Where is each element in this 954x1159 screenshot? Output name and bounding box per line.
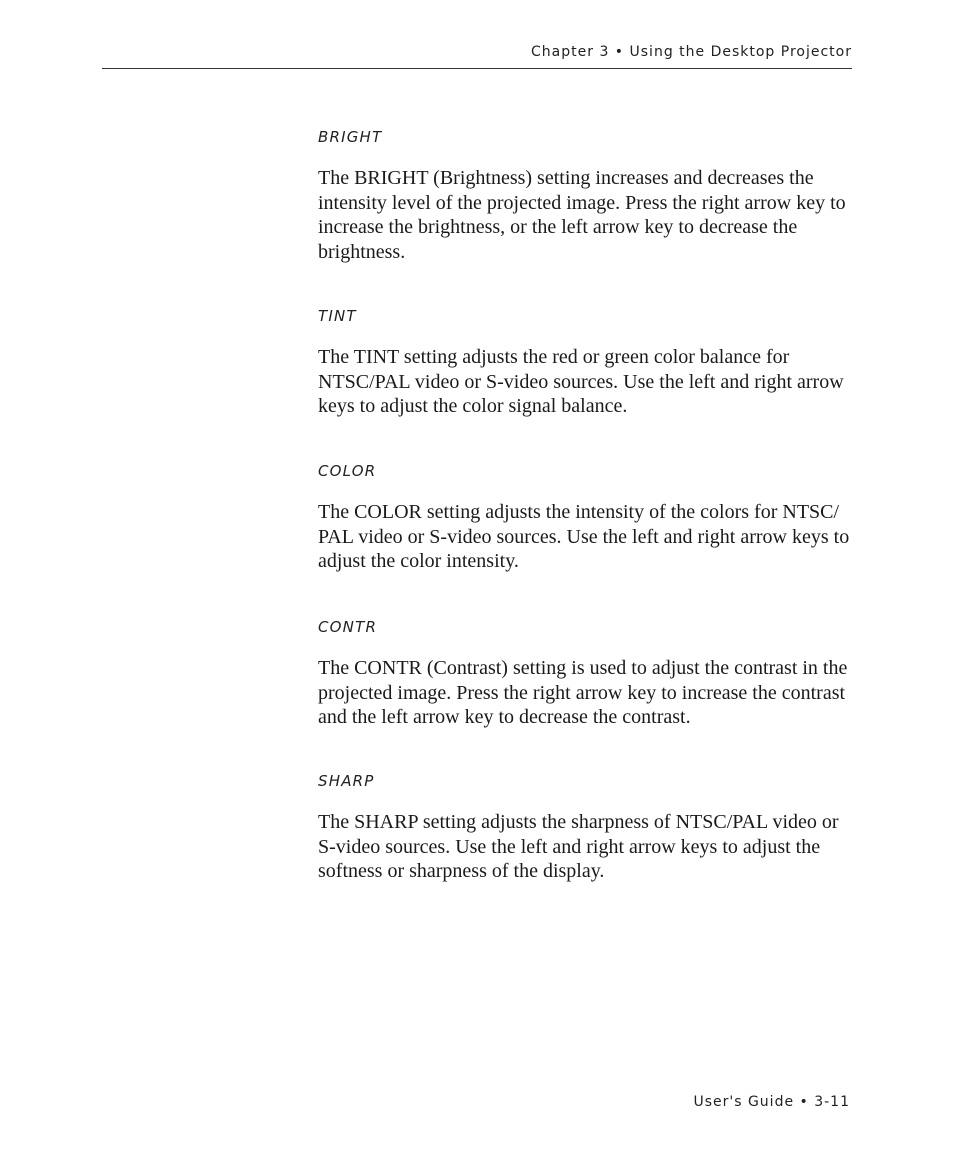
- section-heading: SHARP: [318, 772, 375, 790]
- section-tint: [318, 307, 858, 419]
- section-body: The SHARP setting adjusts the sharpness of NTSC/PAL video or S-video sources. Use the left and right arrow keys to adjust the softness or sharpness of the display.: [318, 811, 839, 883]
- header-rule: [102, 68, 852, 69]
- section-sharp: [318, 772, 858, 884]
- section-body: The TINT setting adjusts the red or green color balance for NTSC/PAL video or S-video sources. Use the left and right arrow keys to adjust the color signal balance.: [318, 346, 844, 418]
- section-heading: TINT: [318, 307, 357, 325]
- section-heading: CONTR: [318, 618, 378, 636]
- section-color: [318, 462, 858, 574]
- section-heading: COLOR: [318, 462, 377, 480]
- running-header: Chapter 3 • Using the Desktop Projector: [531, 44, 852, 60]
- running-footer: User's Guide • 3-11: [693, 1094, 850, 1110]
- section-heading: BRIGHT: [318, 128, 383, 146]
- section-body: The COLOR setting adjusts the intensity of the colors for NTSC/ PAL video or S-video sources. Use the left and right arrow keys to adjust the color intensity.: [318, 501, 850, 573]
- section-bright: [318, 128, 858, 264]
- section-contr: [318, 618, 858, 730]
- section-body: The BRIGHT (Brightness) setting increases and decreases the intensity level of the projected image. Press the right arrow key to increase the brightness, or the left arrow key to decrease the brightness.: [318, 167, 846, 263]
- section-body: The CONTR (Contrast) setting is used to adjust the contrast in the projected image. Press the right arrow key to increase the contrast and the left arrow key to decrease the contrast.: [318, 657, 848, 729]
